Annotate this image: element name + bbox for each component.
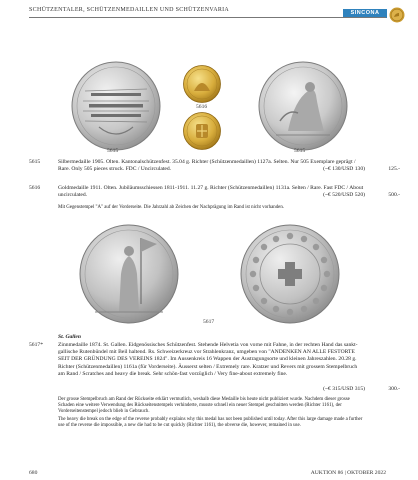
medal-5616-reverse — [183, 112, 221, 155]
medal-5615-reverse — [258, 61, 348, 156]
lot-price: 300.- — [388, 386, 400, 392]
medal-5617-reverse — [240, 224, 340, 329]
lot-number: 5617* — [29, 342, 43, 348]
lot-description: Silbermedaille 1905. Olten. Kantonalschützenfest. 35.04 g. Richter (Schützenmedaillen) 1127a. Selten. Nur 505 Exemplare geprägt / Rare. Only 505 pieces struck. FDC / Uncirculated. — [58, 159, 356, 173]
coin-label-5616: 5616 — [196, 104, 208, 110]
medal-5616-reverse-image — [183, 112, 221, 150]
lot-estimate: (~€ 130/USD 130) — [323, 166, 365, 172]
location-heading — [29, 334, 400, 341]
lot-number: 5615 — [29, 159, 41, 165]
medal-5617-obverse-image — [79, 224, 179, 324]
coin-label-5615b: 5615 — [294, 148, 306, 154]
lot-estimate: (~€ 315/USD 315) — [323, 386, 365, 392]
medal-5617-reverse-image — [240, 224, 340, 324]
corner-coin-icon — [389, 7, 405, 23]
lot-note: The heavy die break on the edge of the reverse probably explains why this medal has not been published until today. After this large damage made a further use of the reverse die impossible, a new die had to be cut quickly (Richter 1161), the obverse die, however, remained in use. — [58, 417, 363, 429]
lot-5617-note-en — [29, 417, 400, 429]
lot-5616 — [29, 185, 400, 199]
lot-5616-note — [29, 205, 400, 211]
running-header: SCHÜTZENTALER, SCHÜTZENMEDAILLEN UND SCHÜTZENVARIA — [29, 7, 230, 13]
medal-5615-reverse-image — [258, 61, 348, 151]
auction-footer: AUKTION 86 | OKTOBER 2022 — [310, 470, 386, 476]
lot-description: Goldmedaille 1911. Olten. Jubiläumsschiessen 1811-1911. 11.27 g. Richter (Schützenmedaillen) 1131a. Selten / Rare. Fast FDC / About uncirculated. — [58, 185, 364, 199]
medal-5617-obverse — [79, 224, 179, 329]
medal-5616-obverse-image — [183, 65, 221, 103]
medal-5615-obverse-image — [71, 61, 161, 151]
lot-number: 5616 — [29, 185, 41, 191]
location-heading-text: St. Gallen — [58, 334, 82, 340]
lot-price: 500.- — [388, 192, 400, 198]
page-number: 680 — [29, 470, 38, 476]
coin-label-5617: 5617 — [203, 319, 215, 325]
medal-5616-obverse — [183, 65, 221, 108]
lot-estimate: (~€ 520/USD 520) — [323, 192, 365, 198]
coin-label-5615a: 5615 — [107, 148, 119, 154]
lot-note: Mit Gegenstempel "A" auf der Vorderseite. Die Jahrzahl ab Zeichen der Nachprägung im Rand ist nicht vorhanden. — [58, 205, 284, 210]
header-rule — [29, 17, 386, 18]
lot-note: Der grosse Stempelbruch am Rand der Rückseite erklärt vermutlich, weshalb diese Medaille bis heute nicht publiziert wurde. Nachdem dieser grosse Schaden eine weitere Verwendung des Rückseitenstempels verhinderte, musste schnell ein neuer Stempel geschnitten werden (Richter 1161), der Vorderseitenstempel jedoch blieb in Gebrauch. — [58, 397, 350, 415]
medal-5615-obverse — [71, 61, 161, 156]
brand-logo: SINCONA — [343, 9, 387, 18]
lot-5617 — [29, 342, 400, 392]
lot-5617-note-de — [29, 397, 400, 415]
lot-description: Zinnmedaille 1874. St. Gallen. Eidgenössisches Schützenfest. Stehende Helvetia von vorne mit Fahne, in der rechten Hand das sankt-gallische Rutenbündel mit Beil haltend. Rs. Schweizerkreuz vor Strahlenkranz, umgeben von "ANDENKEN AN ALLE FESTORTE SEIT DER GRÜNDUNG DES VEREINS 1824". Im Aussenkreis 16 Wappen der Austragungsorte und kleinen Jahreszahlen. 20.28 g. Richter (Schützenmedaillen) 1161a (für Vorderseite). Äusserst selten / Extremely rare. Kratzer und Revers mit grossem Stempelbruch am Rand / Scratches and heavy die break. Sehr schön-fast vorzüglich / Very fine-about extremely fine. — [58, 342, 358, 377]
lot-price: 125.- — [388, 166, 400, 172]
lot-5615 — [29, 159, 400, 173]
